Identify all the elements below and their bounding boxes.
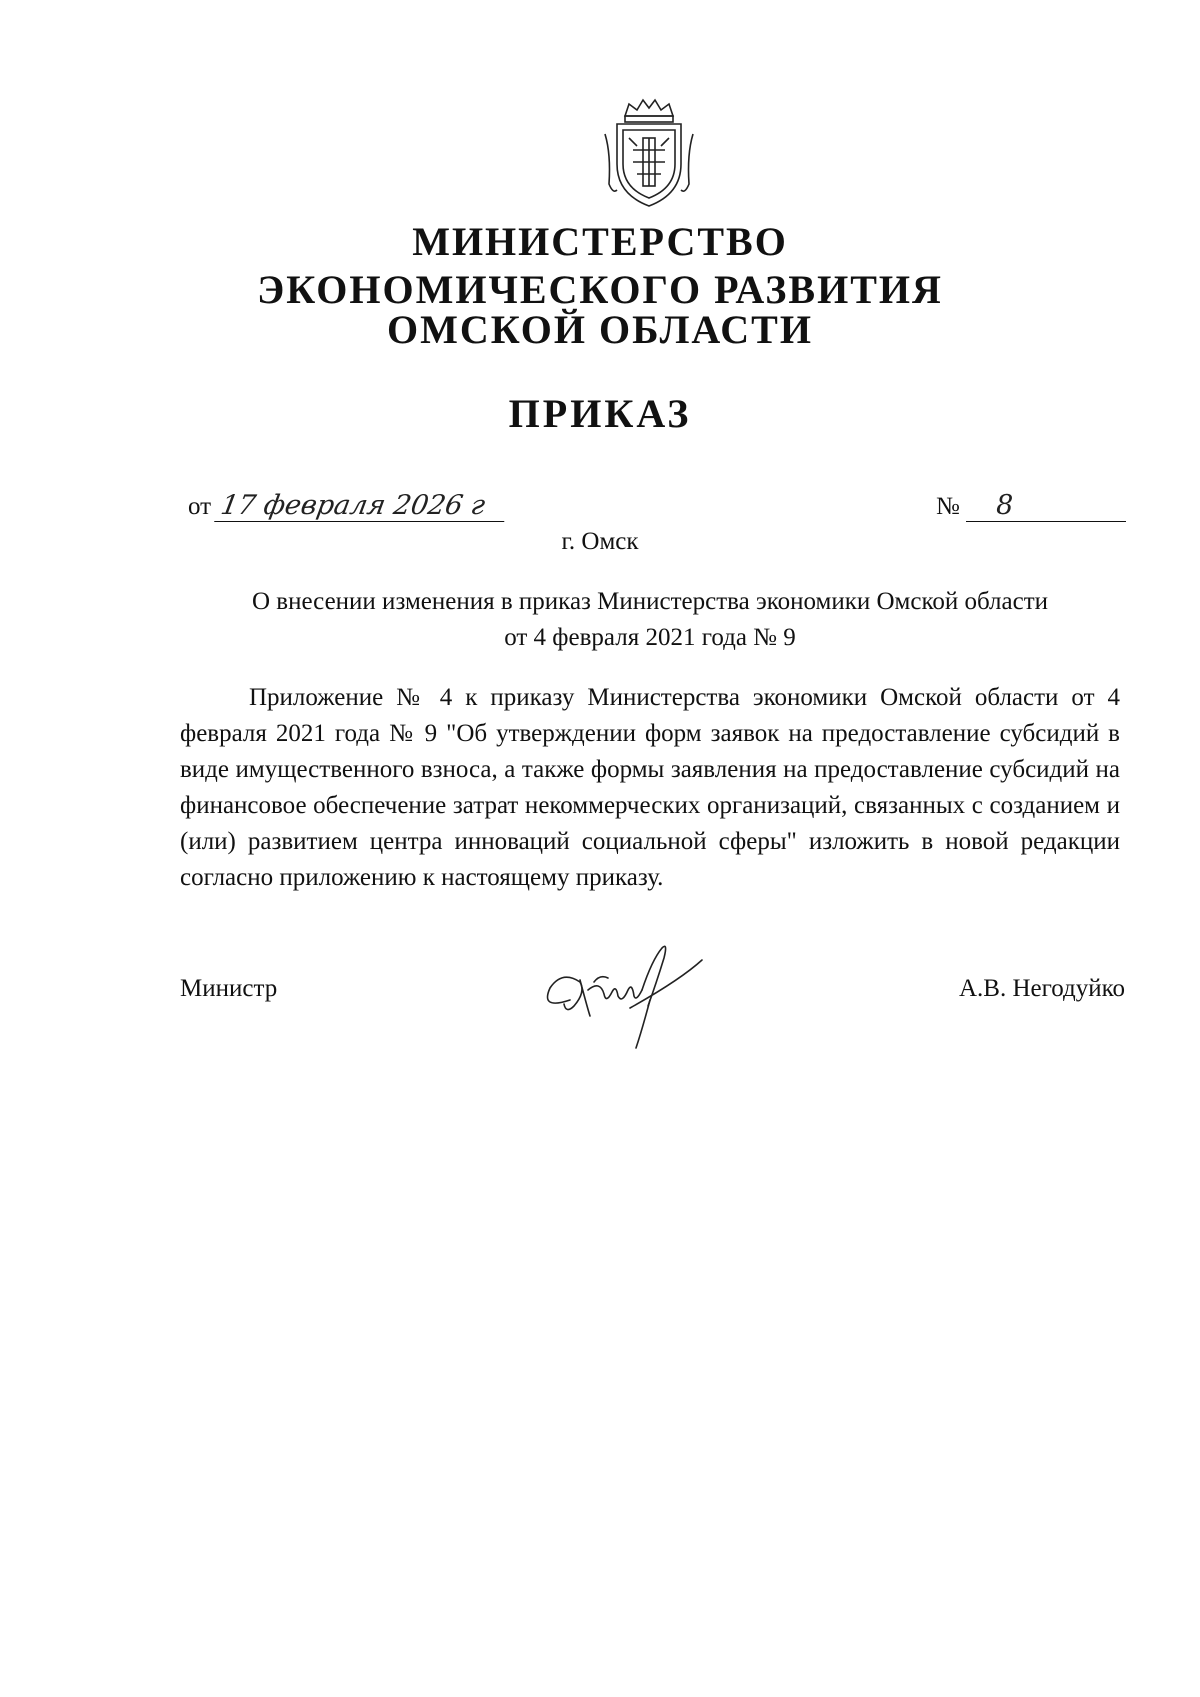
city: г. Омск [561,528,639,555]
coat-of-arms-icon [603,94,695,210]
document-type-title: ПРИКАЗ [508,391,692,436]
subject-line-1: О внесении изменения в приказ Министерства экономики Омской области [251,588,1049,615]
ministry-name-line-3: ОМСКОЙ ОБЛАСТИ [387,307,813,352]
ministry-name-line-1: МИНИСТЕРСТВО [412,219,788,264]
signatory-name: А.В. Негодуйко [958,975,1125,1002]
number-row [936,490,1126,522]
handwritten-signature-icon [530,940,750,1050]
order-body: Приложение № 4 к приказу Министерства экономики Омской области от 4 февраля 2021 года № 9 "Об утверждении форм заявок на предоставление субсидий в виде имущественного взноса, а также формы заявления на предоставление субсидий на финансовое обеспечение затрат некоммерческих организаций, связанных с созданием и (или) развитием центра инноваций социальной сферы" изложить в новой редакции согласно приложению к настоящему приказу. [180,684,1120,891]
handwritten-date: 17 февраля 2026 г [215,490,511,522]
number-prefix: № [936,493,960,520]
handwritten-number: 8 [966,490,1126,522]
subject-line-2: от 4 февраля 2021 года № 9 [504,624,796,651]
date-prefix: от [188,493,212,520]
ministry-name-line-2: ЭКОНОМИЧЕСКОГО РАЗВИТИЯ [257,267,943,312]
order-subject [180,584,1120,656]
signatory-title: Министр [180,975,278,1002]
date-row [188,490,507,522]
